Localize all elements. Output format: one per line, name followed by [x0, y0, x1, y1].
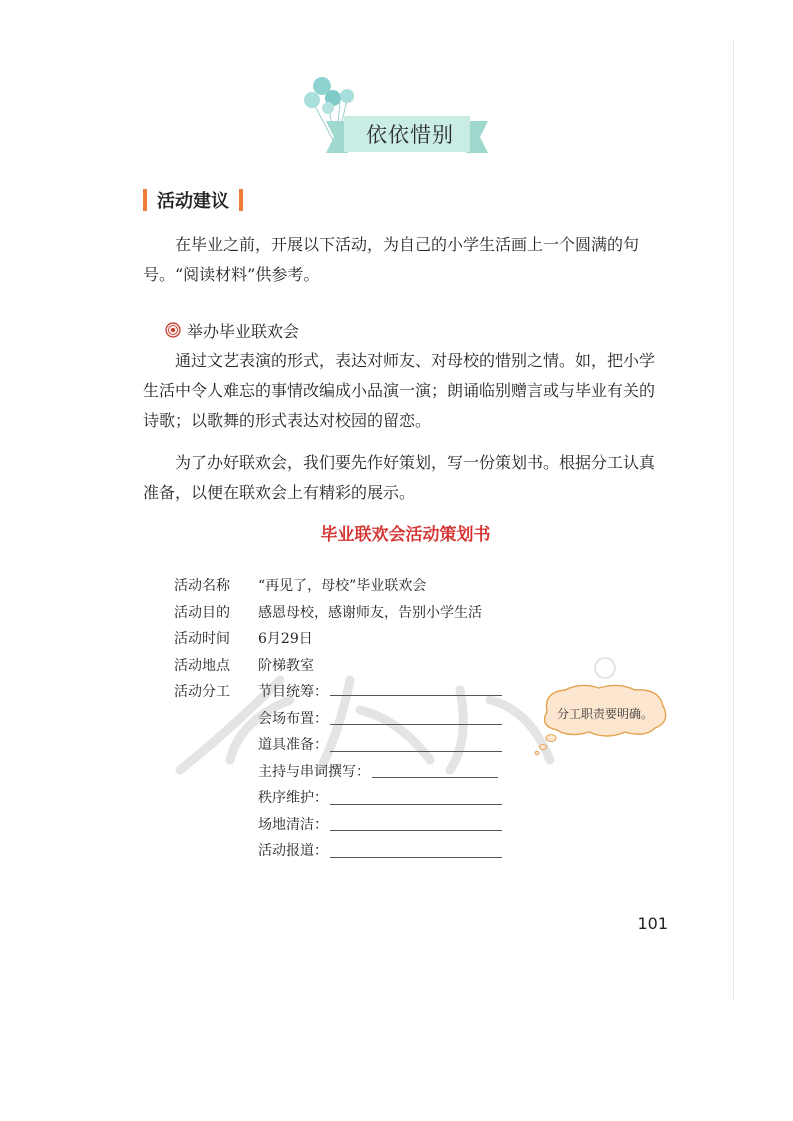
page-title: 依依惜别: [366, 123, 454, 147]
activity-paragraph-1: 通过文艺表演的形式，表达对师友、对母校的惜别之情。如，把小学生活中令人难忘的事情改编成小品演一演；朗诵临别赠言或与毕业有关的诗歌；以歌舞的形式表达对校园的留恋。: [143, 351, 656, 430]
activity-title: 举办毕业联欢会: [187, 321, 300, 341]
duty-item: [258, 731, 534, 758]
intro-paragraph: 在毕业之前，开展以下活动，为自己的小学生活画上一个圆满的句号。“阅读材料”供参考。: [143, 235, 640, 284]
duty-label: 主持与串词撰写：: [258, 763, 370, 780]
duty-label: 场地清洁：: [258, 816, 328, 833]
plan-form: [174, 572, 534, 864]
section-bar-right: [239, 189, 243, 211]
section-title: 活动建议: [157, 191, 229, 212]
activity-paragraph-2: 为了办好联欢会，我们要先作好策划，写一份策划书。根据分工认真准备，以便在联欢会上有精彩的展示。: [143, 453, 656, 502]
plan-label: 活动名称: [174, 578, 230, 595]
duty-label: 活动报道：: [258, 843, 328, 860]
plan-label: 活动目的: [174, 604, 230, 621]
fill-in-line[interactable]: [330, 737, 502, 752]
plan-row-name: [174, 572, 534, 599]
page-edge: [733, 40, 734, 1000]
plan-label: 活动分工: [174, 684, 230, 701]
plan-label: 活动地点: [174, 657, 230, 674]
plan-row-time: [174, 625, 534, 652]
duty-label: 节目统筹：: [258, 684, 328, 701]
fill-in-line[interactable]: [330, 681, 502, 696]
fill-in-line[interactable]: [330, 790, 502, 805]
duty-item: [258, 811, 534, 838]
plan-label: 活动时间: [174, 631, 230, 648]
page-number: 101: [637, 914, 668, 933]
fill-in-line[interactable]: [330, 710, 502, 725]
duty-item: [258, 681, 534, 701]
fill-in-line[interactable]: [372, 763, 498, 778]
fill-in-line[interactable]: [330, 816, 502, 831]
activity-heading: [165, 318, 299, 342]
duty-label: 秩序维护：: [258, 790, 328, 807]
plan-value: 6月29日: [258, 631, 313, 648]
section-header: [143, 186, 243, 214]
section-bar-left: [143, 189, 147, 211]
duty-label: 道具准备：: [258, 737, 328, 754]
plan-value: 感恩母校，感谢师友，告别小学生活: [258, 604, 482, 621]
plan-value: “再见了，母校”毕业联欢会: [258, 578, 427, 595]
activity-bullet-icon: [165, 322, 181, 338]
plan-title: 毕业联欢会活动策划书: [320, 525, 491, 545]
plan-row-location: [174, 652, 534, 679]
plan-value: 阶梯教室: [258, 657, 314, 674]
duty-item: [258, 758, 534, 785]
plan-row-division: [174, 678, 534, 705]
duty-item: [258, 705, 534, 732]
bubble-text: 分工职责要明确。: [556, 706, 653, 721]
plan-row-purpose: [174, 599, 534, 626]
duty-label: 会场布置：: [258, 710, 328, 727]
fill-in-line[interactable]: [330, 843, 502, 858]
duty-item: [258, 784, 534, 811]
duty-item: [258, 837, 534, 864]
